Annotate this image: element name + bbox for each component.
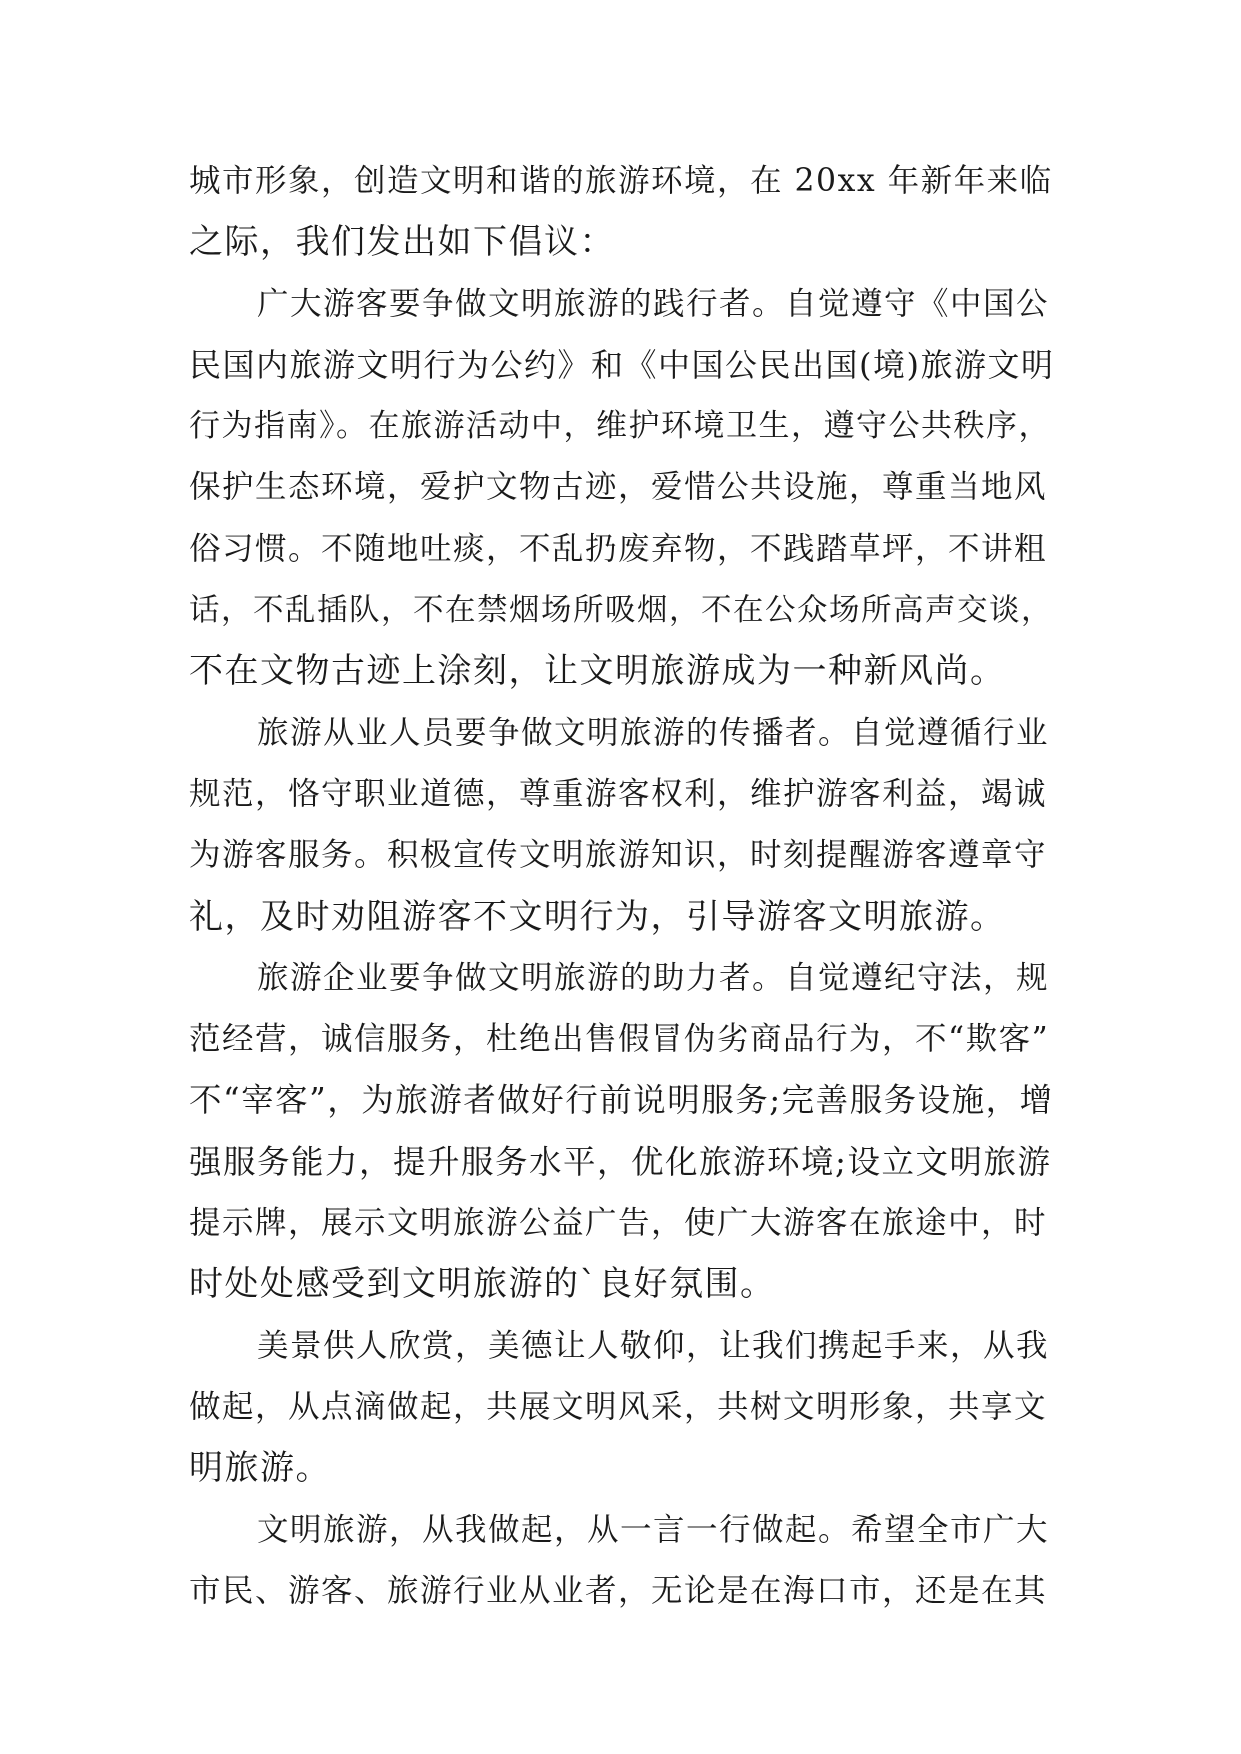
text-line: 为游客服务。积极宣传文明旅游知识，时刻提醒游客遵章守 xyxy=(189,837,1048,874)
paragraph-first-line: 旅游企业要争做文明旅游的助力者。自觉遵纪守法，规 xyxy=(257,959,1050,996)
text-line: 城市形象，创造文明和谐的旅游环境，在 20xx 年新年来临 xyxy=(189,163,1053,199)
text-line: 规范，恪守职业道德，尊重游客权利，维护游客利益，竭诚 xyxy=(189,775,1048,812)
paragraph-first-line: 美景供人欣赏，美德让人敬仰，让我们携起手来，从我 xyxy=(257,1327,1050,1364)
paragraph-first-line: 广大游客要争做文明旅游的践行者。自觉遵守《中国公 xyxy=(257,285,1050,322)
text-line: 之际，我们发出如下倡议： xyxy=(189,222,615,263)
body-text xyxy=(189,151,1054,1622)
paragraph-first-line: 旅游从业人员要争做文明旅游的传播者。自觉遵循行业 xyxy=(257,714,1050,751)
text-line: 提示牌，展示文明旅游公益广告，使广大游客在旅途中，时 xyxy=(189,1205,1048,1242)
text-line: 做起，从点滴做起，共展文明风采，共树文明形象，共享文 xyxy=(189,1388,1048,1425)
text-line: 礼，及时劝阻游客不文明行为，引导游客文明旅游。 xyxy=(189,896,1006,937)
text-line: 市民、游客、旅游行业从业者，无论是在海口市，还是在其 xyxy=(189,1572,1048,1609)
text-line: 民国内旅游文明行为公约》和《中国公民出国(境)旅游文明 xyxy=(189,345,1055,384)
text-line: 时处处感受到文明旅游的`良好氛围。 xyxy=(189,1264,776,1305)
text-line: 范经营，诚信服务，杜绝出售假冒伪劣商品行为，不“欺客” xyxy=(189,1021,1050,1058)
text-line: 俗习惯。不随地吐痰，不乱扔废弃物，不践踏草坪，不讲粗 xyxy=(189,530,1048,567)
text-line: 保护生态环境，爱护文物古迹，爱惜公共设施，尊重当地风 xyxy=(189,469,1048,506)
paragraph-first-line: 文明旅游，从我做起，从一言一行做起。希望全市广大 xyxy=(257,1511,1050,1548)
text-line: 不在文物古迹上涂刻，让文明旅游成为一种新风尚。 xyxy=(189,651,1006,692)
text-line: 强服务能力，提升服务水平，优化旅游环境;设立文明旅游 xyxy=(189,1142,1052,1181)
text-line: 明旅游。 xyxy=(189,1448,331,1489)
text-line: 话，不乱插队，不在禁烟场所吸烟，不在公众场所高声交谈， xyxy=(189,593,1053,629)
text-line: 不“宰客”，为旅游者做好行前说明服务;完善服务设施，增 xyxy=(189,1081,1054,1120)
text-line: 行为指南》。在旅游活动中，维护环境卫生，遵守公共秩序， xyxy=(189,408,1051,445)
